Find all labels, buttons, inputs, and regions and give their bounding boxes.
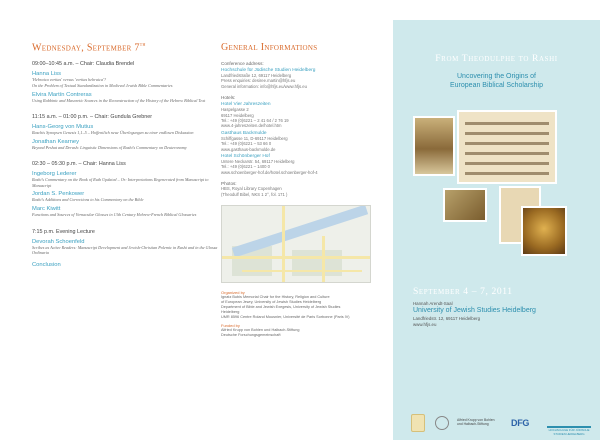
conference-label: Conference address: (221, 61, 264, 66)
session-time: 11:15 a.m. – 01:00 p.m. – Chair: Gundula Grebner (32, 114, 153, 121)
conference-org-link[interactable]: Hochschule für Jüdische Studien Heidelberg (221, 68, 316, 73)
photos-credit: HBS, Royal Library Copenhagen (Theodulf Bibel, NKS 1 2°, fol. 171 ) (221, 186, 288, 197)
hotel-name[interactable]: Hotel Schönberger Hof (221, 154, 270, 160)
hotel-name[interactable]: Gasthaus Backmulde (221, 130, 267, 136)
speaker-name: Hanna Liss (32, 71, 62, 78)
illumination-photo (443, 188, 487, 222)
university-seal-icon (411, 414, 425, 432)
talk-title: Rashi's Commentary on the Book of Ruth Updated – Or: Interpretations Regenerated from Manuscript to Manuscript (32, 177, 209, 188)
session-time: 02:30 – 05:30 p.m. – Chair: Hanna Liss (32, 161, 126, 168)
sponsor-logos (411, 414, 593, 434)
mosaic-photo (521, 206, 567, 256)
talk-title: Functions and Sources of Vernacular Glosses in 13th Century Hebrew-French Biblical Glossaries (32, 212, 197, 218)
talk-title: Raschis Synopsen Genesis 1,1–5 – Hoffentlich neue Überlegungen zu einer endlosen Diskussion (32, 130, 194, 136)
conference-address: Landfriedstraße 12, 69117 Heidelberg Press enquiries: desiree.martin@hfjs.eu General information: info@hfjs.eu/www.hfjs.eu (221, 73, 307, 89)
talk-title: Rashi's Additions and Corrections to his Commentary on the Bible (32, 197, 144, 203)
talk-title: 'Hebraica veritas' versus 'veritas hebraica'? On the Problem of Textual Standardization in Medieval Jewish Bible Commentaries (32, 77, 173, 88)
talk-title: Beyond Peshat and Derash: Linguistic Dimensions of Rashi's Commentary on Deuteronomy (32, 144, 187, 150)
krupp-foundation-logo: Alfried Krupp von Bohlen und Halbach-Stiftung (457, 418, 495, 426)
speaker-name: Ingeborg Lederer (32, 171, 77, 178)
speaker-name: Devorah Schoenfeld (32, 238, 85, 245)
funders-list: Alfried Krupp von Bohlen und Halbach-Stiftung Deutsche Forschungsgemeinschaft (221, 328, 300, 338)
funded-label: Funded by (221, 323, 240, 329)
info-column (221, 42, 389, 338)
hfjs-logo-text: HOCHSCHULE FÜR JÜDISCHE STUDIEN HEIDELBERG (548, 428, 590, 436)
speaker-name: Jordan S. Penkower (32, 191, 85, 198)
city-map[interactable] (221, 205, 371, 283)
photo-collage (413, 110, 593, 260)
host-url[interactable]: www.hfjs.eu (413, 322, 437, 327)
hfjs-logo (547, 416, 591, 428)
session-time: 7:15 p.m. Evening Lecture (32, 228, 95, 235)
venue-hall: Hannah Arendt-Saal (413, 301, 453, 306)
institution-circle-icon (435, 416, 449, 430)
host-address: Landfriedstr. 12, 69117 Heidelberg (413, 316, 481, 321)
hotels-label: Hotels: (221, 95, 236, 101)
cover-subtitle: Uncovering the Origins of European Biblical Scholarship (450, 73, 543, 89)
speaker-name: Marc Kiwitt (32, 206, 61, 213)
photos-label: Photos: (221, 181, 237, 187)
synagogue-photo (413, 116, 455, 176)
hotel-address: Untere Neckarstr. 54, 69117 Heidelberg Tel.: +49 (0)6221 – 1400 0 www.schoenberger-hof.de/hotel.schoenberger-hof-4 (221, 159, 318, 175)
program-column (32, 42, 222, 268)
speaker-name: Elvira Martín Contreras (32, 91, 92, 98)
host-block (413, 301, 536, 327)
organizers-list: Ignatz Bubis Memorial Chair for the History, Religion and Culture of European Jewry, University of Jewish Studies Heidelberg Department of Bible and Jewish Exegesis, University of Jewish Studies Heidelberg UMR 8596 Centre Roland Mousnier, Université de Paris Sorbonne (Paris IV) (221, 295, 350, 320)
conference-dates: September 4 – 7, 2011 (413, 286, 513, 297)
hotel-name[interactable]: Hotel Vier Jahreszeiten (221, 102, 271, 108)
session-time: 09:00–10:45 a.m. – Chair: Claudia Brendel (32, 61, 135, 68)
speaker-name: Jonathan Kearney (32, 138, 80, 145)
day-heading: Wednesday, September 7th (32, 42, 146, 54)
dfg-logo: DFG (511, 418, 530, 428)
organized-label: Organized by (221, 290, 245, 296)
speaker-name: Hans-Georg von Mutius (32, 124, 94, 131)
talk-title: Scribes as Active Readers: Manuscript Development and Jewish-Christian Polemic in Rashi and in the Glossa Ordinaria (32, 244, 218, 256)
cover-panel (393, 20, 600, 440)
hotel-address: Schiffgasse 11, D-69117 Heidelberg Tel.: +49 (0)6221 – 53 66 0 www.gasthaus-backmulde.de (221, 135, 288, 152)
cover-title: From Theodulphe to Rashi (435, 53, 558, 64)
talk-title: Using Rabbinic and Masoretic Sources in the Reconstruction of the History of the Hebrew Biblical Text (32, 97, 206, 103)
host-university: University of Jewish Studies Heidelberg (413, 307, 536, 314)
manuscript-photo (457, 110, 557, 184)
info-heading: General Informations (221, 42, 318, 53)
hotel-address: Haspelgasse 2 69117 Heidelberg Tel.: +49 (0)6221 – 2 41 64 / 2 76 19 www.4-jahreszeiten.de/hotel.htm (221, 107, 289, 129)
conclusion-label: Conclusion (32, 261, 61, 268)
